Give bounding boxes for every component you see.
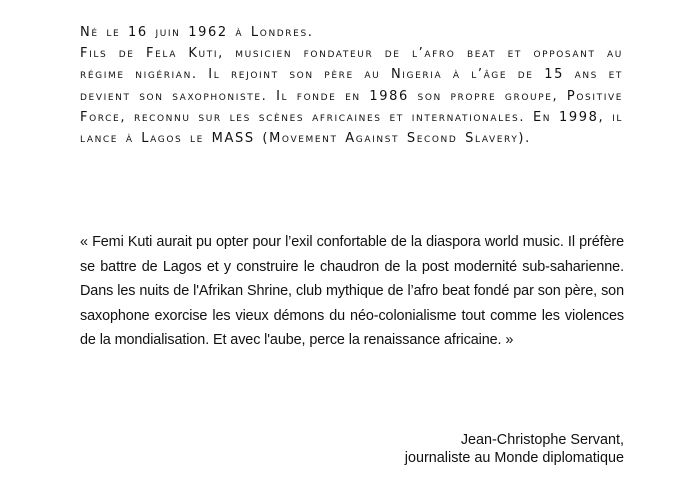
birth-line: Né le 16 juin 1962 à Londres. — [80, 25, 314, 40]
biography-block — [80, 22, 623, 149]
signature-block — [405, 432, 624, 467]
biography-text: Fils de Fela Kuti, musicien fondateur de l’afro beat et opposant au régime nigérian. Il rejoint son père au Nigeria à l’âge de 15 ans et devient son saxophoniste. Il fonde en 1986 son propre groupe, Positive Force, reconnu sur les scènes africaines et internationales. En 1998, il lance à Lagos le MASS (Movement Against Second Slavery). — [80, 46, 623, 147]
signature-role: journaliste au Monde diplomatique — [404, 449, 624, 466]
signature-author: Jean-Christophe Servant, — [460, 432, 624, 448]
quote-paragraph: « Femi Kuti aurait pu opter pour l’exil confortable de la diaspora world music. Il préfère se battre de Lagos et y construire le chaudron de la post modernité sub-saharienne. Dans les nuits de l'Afrikan Shrine, club mythique de l’afro beat fondé par son père, son saxophone exorcise les vieux démons du néo-colonialisme tout comme les violences de la mondialisation. Et avec l'aube, perce la renaissance africaine. » — [80, 234, 624, 349]
